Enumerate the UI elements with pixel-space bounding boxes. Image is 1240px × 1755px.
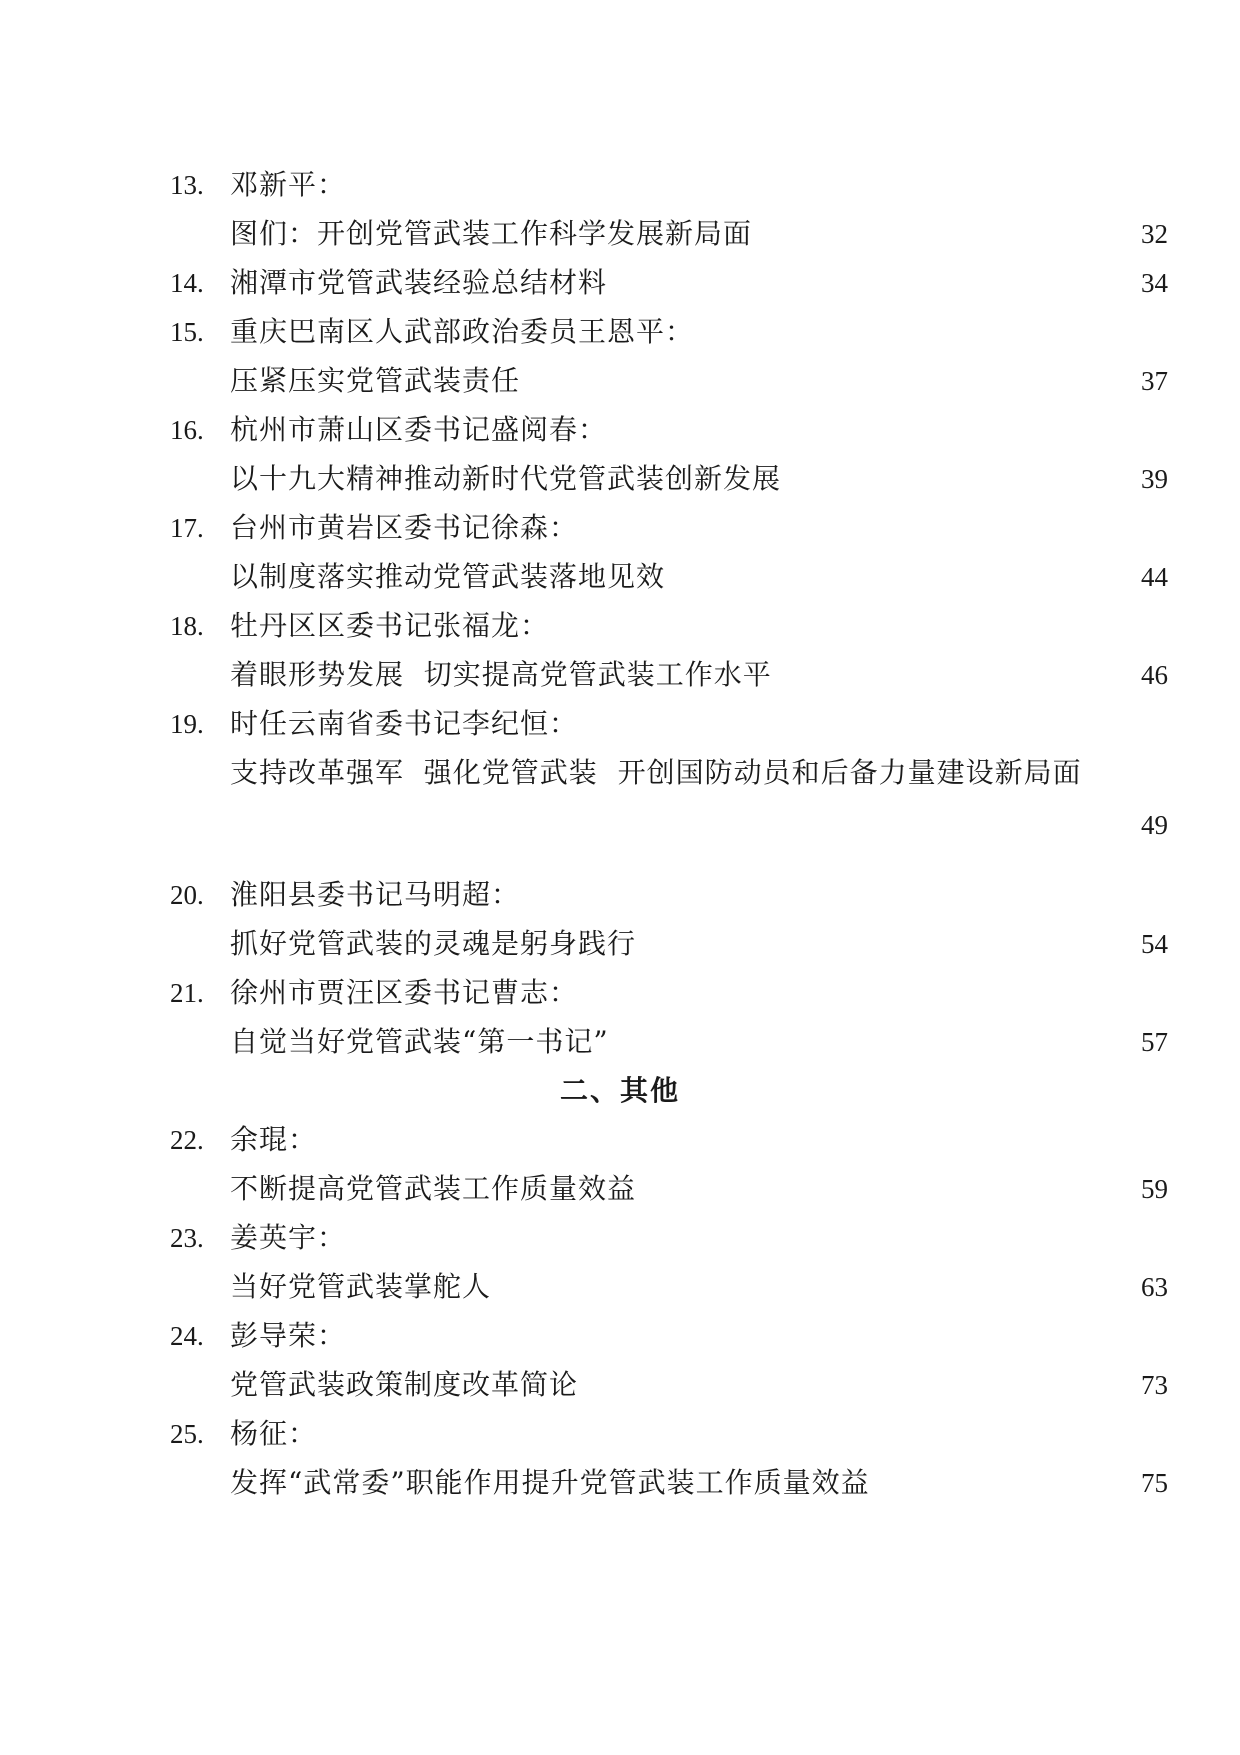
entry-number: 13. xyxy=(170,170,204,200)
section-heading: 二、其他 xyxy=(559,1074,680,1107)
entry-author: 徐州市贾汪区委书记曹志： xyxy=(230,976,579,1009)
entry-title: 当好党管武装掌舵人 xyxy=(230,1270,492,1303)
entry-author: 台州市黄岩区委书记徐森： xyxy=(230,511,579,544)
entry-author: 牡丹区区委书记张福龙： xyxy=(230,609,550,642)
entry-title: 着眼形势发展 切实提高党管武装工作水平 xyxy=(230,658,772,691)
entry-title: 以十九大精神推动新时代党管武装创新发展 xyxy=(230,462,782,495)
toc-entry-16-title-line xyxy=(0,452,1240,506)
entry-title: 图们：开创党管武装工作科学发展新局面 xyxy=(230,217,753,250)
toc-entry-16-author-line xyxy=(0,403,1240,457)
entry-page-number: 57 xyxy=(1141,1027,1168,1057)
toc-entry-24-author-line xyxy=(0,1309,1240,1363)
toc-entry-19-title-line xyxy=(0,746,1240,800)
toc-entry-23-title-line xyxy=(0,1260,1240,1314)
toc-entry-21-author-line xyxy=(0,966,1240,1020)
entry-page-number: 34 xyxy=(1141,268,1168,298)
toc-entry-13-author-line xyxy=(0,158,1240,212)
entry-author: 时任云南省委书记李纪恒： xyxy=(230,707,579,740)
entry-number: 16. xyxy=(170,415,204,445)
entry-author: 彭导荣： xyxy=(230,1319,347,1352)
toc-entry-19-author-line xyxy=(0,697,1240,751)
entry-title: 发挥“武常委”职能作用提升党管武装工作质量效益 xyxy=(230,1466,870,1499)
toc-entry-17-author-line xyxy=(0,501,1240,555)
toc-entry-22-title-line xyxy=(0,1162,1240,1216)
entry-title: 抓好党管武装的灵魂是躬身践行 xyxy=(230,927,637,960)
toc-entry-15-author-line xyxy=(0,305,1240,359)
entry-number: 23. xyxy=(170,1223,204,1253)
toc-entry-21-title-line xyxy=(0,1015,1240,1069)
entry-author: 姜英宇： xyxy=(230,1221,347,1254)
toc-entry-13-title-line xyxy=(0,207,1240,261)
entry-title: 湘潭市党管武装经验总结材料 xyxy=(230,266,608,299)
entry-number: 18. xyxy=(170,611,204,641)
entry-page-number: 59 xyxy=(1141,1174,1168,1204)
entry-title: 压紧压实党管武装责任 xyxy=(230,364,521,397)
entry-title: 自觉当好党管武装“第一书记” xyxy=(230,1025,609,1058)
entry-page-number: 44 xyxy=(1141,562,1168,592)
entry-number: 21. xyxy=(170,978,204,1008)
entry-number: 14. xyxy=(170,268,204,298)
entry-number: 17. xyxy=(170,513,204,543)
entry-page-number: 54 xyxy=(1141,929,1168,959)
entry-author: 重庆巴南区人武部政治委员王恩平： xyxy=(230,315,695,348)
toc-entry-17-title-line xyxy=(0,550,1240,604)
entry-author: 杨征： xyxy=(230,1417,318,1450)
entry-author: 淮阳县委书记马明超： xyxy=(230,878,521,911)
entry-number: 20. xyxy=(170,880,204,910)
entry-title: 以制度落实推动党管武装落地见效 xyxy=(230,560,666,593)
entry-page-number: 63 xyxy=(1141,1272,1168,1302)
entry-page-number: 37 xyxy=(1141,366,1168,396)
entry-page-number: 46 xyxy=(1141,660,1168,690)
toc-entry-19-page-line xyxy=(0,798,1240,852)
toc-entry-24-title-line xyxy=(0,1358,1240,1412)
toc-entry-25-title-line xyxy=(0,1456,1240,1510)
entry-number: 19. xyxy=(170,709,204,739)
entry-page-number: 39 xyxy=(1141,464,1168,494)
entry-page-number: 75 xyxy=(1141,1468,1168,1498)
toc-entry-20-title-line xyxy=(0,917,1240,971)
entry-author: 邓新平： xyxy=(230,168,347,201)
toc-entry-23-author-line xyxy=(0,1211,1240,1265)
toc-entry-14-line xyxy=(0,256,1240,310)
entry-number: 25. xyxy=(170,1419,204,1449)
entry-page-number: 73 xyxy=(1141,1370,1168,1400)
entry-number: 24. xyxy=(170,1321,204,1351)
entry-page-number: 32 xyxy=(1141,219,1168,249)
entry-page-number: 49 xyxy=(1141,810,1168,840)
entry-number: 22. xyxy=(170,1125,204,1155)
entry-author: 余琨： xyxy=(230,1123,318,1156)
entry-title: 支持改革强军 强化党管武装 开创国防动员和后备力量建设新局面 xyxy=(230,756,1082,789)
toc-entry-22-author-line xyxy=(0,1113,1240,1167)
entry-author: 杭州市萧山区委书记盛阅春： xyxy=(230,413,608,446)
toc-entry-15-title-line xyxy=(0,354,1240,408)
toc-entry-18-author-line xyxy=(0,599,1240,653)
toc-entry-18-title-line xyxy=(0,648,1240,702)
entry-title: 不断提高党管武装工作质量效益 xyxy=(230,1172,637,1205)
entry-number: 15. xyxy=(170,317,204,347)
toc-entry-25-author-line xyxy=(0,1407,1240,1461)
toc-entry-20-author-line xyxy=(0,868,1240,922)
entry-title: 党管武装政策制度改革简论 xyxy=(230,1368,579,1401)
